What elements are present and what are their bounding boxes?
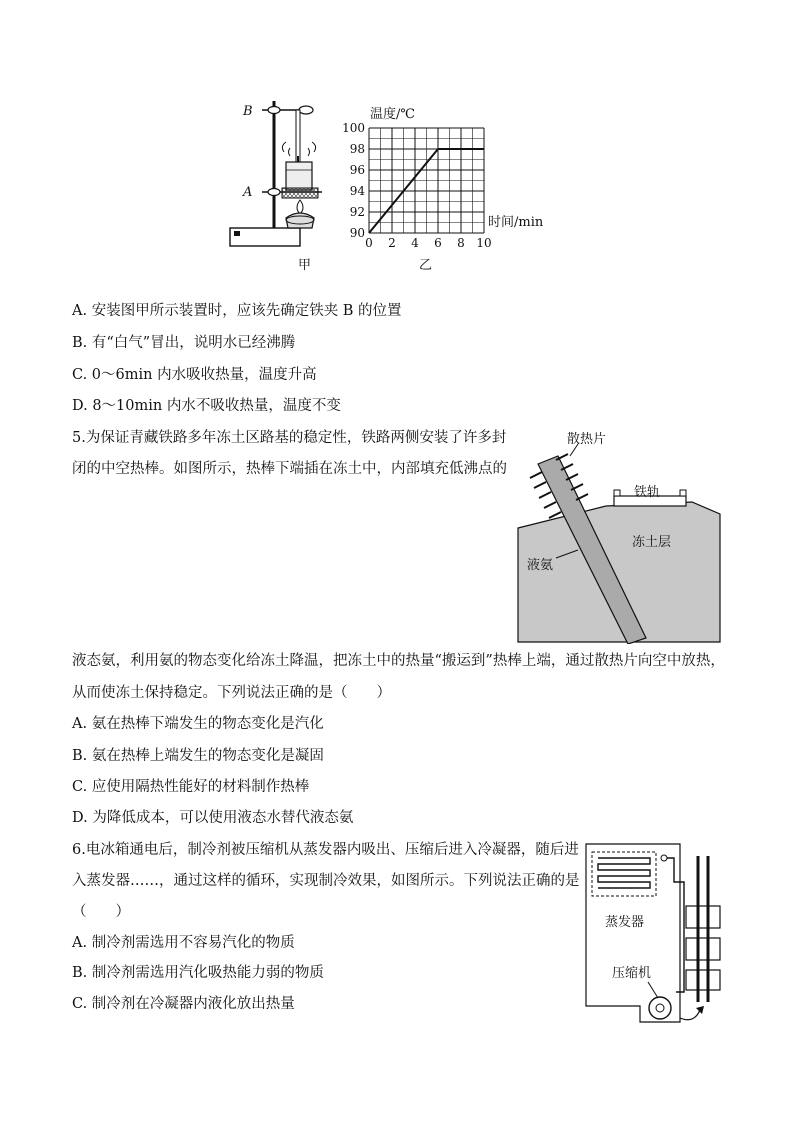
q6-stem-line-3: （ ） xyxy=(72,904,130,920)
label-fins: 散热片 xyxy=(567,432,607,447)
chart-y-tick-label: 92 xyxy=(349,205,365,219)
chart-y-axis-label: 温度/℃ xyxy=(370,107,415,122)
chart-x-tick-label: 6 xyxy=(434,236,442,250)
q5-stem-line-2: 闭的中空热棒。如图所示，热棒下端插在冻土中，内部填充低沸点的 xyxy=(72,461,507,477)
q5-stem-line-3: 液态氨，利用氨的物态变化给冻土降温，把冻土中的热量“搬运到”热棒上端，通过散热片向空中放热， xyxy=(72,653,725,669)
q5-option-c: C. 应使用隔热性能好的材料制作热棒 xyxy=(72,779,310,795)
chart-y-tick-label: 100 xyxy=(342,121,365,135)
chart-y-tick-label: 96 xyxy=(349,163,365,177)
chart-y-tick-label: 94 xyxy=(349,184,365,198)
temperature-time-chart xyxy=(338,102,558,252)
q5-stem-line-1: 5.为保证青藏铁路多年冻土区路基的稳定性，铁路两侧安装了许多封 xyxy=(72,430,507,446)
q4-option-b: B. 有“白气”冒出，说明水已经沸腾 xyxy=(72,335,296,351)
q6-stem-line-1: 6.电冰箱通电后，制冷剂被压缩机从蒸发器内吸出、压缩后进入冷凝器，随后进 xyxy=(72,842,579,858)
label-rail: 铁轨 xyxy=(634,485,661,500)
chart-x-tick-label: 4 xyxy=(411,236,419,250)
q4-option-a: A. 安装图甲所示装置时，应该先确定铁夹 B 的位置 xyxy=(72,303,402,319)
clamp-a-label: A xyxy=(243,185,253,200)
q5-stem-line-4: 从而使冻土保持稳定。下列说法正确的是（ ） xyxy=(72,685,391,701)
chart-x-tick-label: 2 xyxy=(388,236,396,250)
label-liquid-ammonia: 液氨 xyxy=(527,558,554,573)
heating-apparatus-figure xyxy=(228,96,343,256)
chart-y-tick-label: 98 xyxy=(349,142,365,156)
chart-x-axis-label: 时间/min xyxy=(488,215,544,230)
chart-x-tick-label: 8 xyxy=(457,236,465,250)
chart-y-tick-label: 90 xyxy=(349,226,365,240)
q6-stem-line-2: 入蒸发器……，通过这样的循环，实现制冷效果，如图所示。下列说法正确的是 xyxy=(72,873,580,889)
figure-caption-right: 乙 xyxy=(419,258,433,273)
figure-caption-left: 甲 xyxy=(298,258,312,273)
q5-option-d: D. 为降低成本，可以使用液态水替代液态氨 xyxy=(72,810,354,826)
q5-option-a: A. 氨在热棒下端发生的物态变化是汽化 xyxy=(72,716,324,732)
label-frozen-soil: 冻土层 xyxy=(632,535,672,550)
q6-option-c: C. 制冷剂在冷凝器内液化放出热量 xyxy=(72,996,295,1012)
chart-x-tick-label: 0 xyxy=(365,236,373,250)
q4-option-d: D. 8～10min 内水不吸收热量，温度不变 xyxy=(72,398,341,414)
heat-pipe-figure xyxy=(516,426,724,644)
label-evaporator: 蒸发器 xyxy=(605,915,645,930)
q4-option-c: C. 0～6min 内水吸收热量，温度升高 xyxy=(72,367,317,383)
q6-option-b: B. 制冷剂需选用汽化吸热能力弱的物质 xyxy=(72,965,324,981)
refrigerator-figure xyxy=(584,842,724,1028)
clamp-b-label: B xyxy=(243,104,253,119)
q5-option-b: B. 氨在热棒上端发生的物态变化是凝固 xyxy=(72,748,324,764)
chart-x-tick-label: 10 xyxy=(476,236,492,250)
q6-option-a: A. 制冷剂需选用不容易汽化的物质 xyxy=(72,935,295,951)
label-compressor: 压缩机 xyxy=(612,966,652,981)
